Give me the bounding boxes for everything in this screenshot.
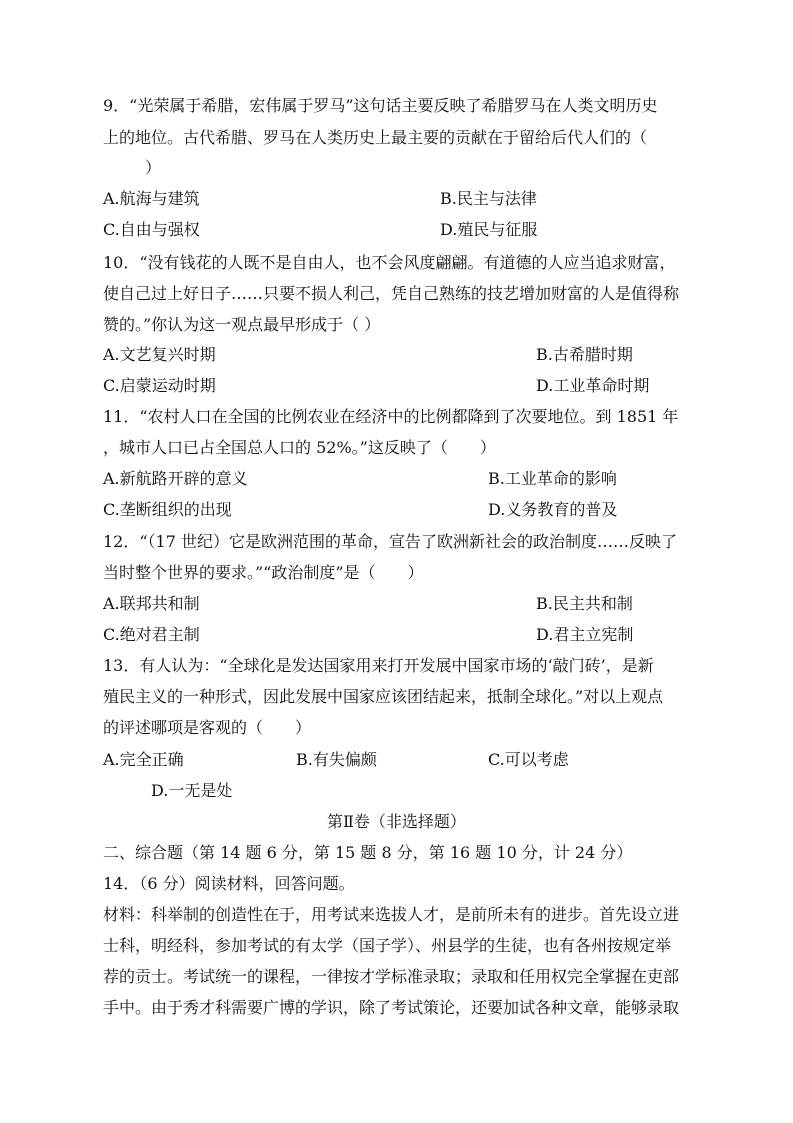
q10-line-1: 10．“没有钱花的人既不是自由人，也不会风度翩翩。有道德的人应当追求财富， [103, 253, 676, 272]
q13-line-2: 殖民主义的一种形式，因此发展中国家应该团结起来，抵制全球化。”对以上观点 [103, 687, 664, 706]
section-2-title: 第Ⅱ卷（非选择题） [327, 812, 466, 831]
q12-option-a: A.联邦共和制 [103, 594, 200, 613]
q10-option-c: C.启蒙运动时期 [103, 376, 216, 395]
q13-line-1: 13．有人认为：“全球化是发达国家用来打开发展中国家市场的‘敲门砖’，是新 [103, 656, 654, 675]
q14-material-line: 荐的贡士。考试统一的课程，一律按才学标准录取；录取和任用权完全掌握在吏部 [103, 967, 680, 986]
q13-option-a: A.完全正确 [103, 750, 184, 769]
q12-option-c: C.绝对君主制 [103, 625, 200, 644]
q13-option-d: D.一无是处 [151, 781, 233, 800]
q10-option-a: A.文艺复兴时期 [103, 345, 216, 364]
q11-line-1: 11．“农村人口在全国的比例农业在经济中的比例都降到了次要地位。到 1851 年 [103, 407, 679, 426]
q14-material-line: 材料：科举制的创造性在于，用考试来选拔人才，是前所未有的进步。首先设立进 [103, 905, 680, 924]
q12-option-d: D.君主立宪制 [536, 625, 634, 644]
q9-option-c: C.自由与强权 [103, 220, 200, 239]
q9-line-2: 上的地位。古代希腊、罗马在人类历史上最主要的贡献在于留给后代人们的（ [103, 128, 648, 147]
q9-option-d: D.殖民与征服 [440, 220, 538, 239]
q11-option-c: C.垄断组织的出现 [103, 500, 232, 519]
q12-line-1: 12．“（17 世纪）它是欧洲范围的革命，宣告了欧洲新社会的政治制度……反映了 [103, 532, 677, 551]
q11-line-2: ，城市人口已占全国总人口的 52%。”这反映了（ ） [103, 438, 496, 457]
q10-option-d: D.工业革命时期 [536, 376, 650, 395]
section-2-heading: 二、综合题（第 14 题 6 分，第 15 题 8 分，第 16 题 10 分，计 24 分） [103, 843, 633, 862]
q11-option-a: A.新航路开辟的意义 [103, 469, 248, 488]
q9-line-1: 9．“光荣属于希腊，宏伟属于罗马”这句话主要反映了希腊罗马在人类文明历史 [103, 96, 658, 115]
q11-option-b: B.工业革命的影响 [488, 469, 617, 488]
q14-material-line: 士科，明经科，参加考试的有太学（国子学）、州县学的生徒，也有各州按规定举 [103, 936, 672, 955]
q13-line-3: 的评述哪项是客观的（ ） [103, 718, 312, 737]
q12-line-2: 当时整个世界的要求。”“政治制度”是（ ） [103, 563, 424, 582]
q10-line-2: 使自己过上好日子……只要不损人利己，凭自己熟练的技艺增加财富的人是值得称 [103, 284, 680, 303]
q11-option-d: D.义务教育的普及 [488, 500, 618, 519]
q14-stem: 14．（6 分）阅读材料，回答问题。 [103, 874, 355, 893]
q13-option-c: C.可以考虑 [488, 750, 569, 769]
q9-option-b: B.民主与法律 [440, 189, 537, 208]
q13-option-b: B.有失偏颇 [296, 750, 377, 769]
q10-line-3: 赞的。”你认为这一观点最早形成于（ ） [103, 315, 381, 334]
q14-material-line: 手中。由于秀才科需要广博的学识，除了考试策论，还要加试各种文章，能够录取 [103, 998, 680, 1017]
q10-option-b: B.古希腊时期 [536, 345, 633, 364]
q12-option-b: B.民主共和制 [536, 594, 633, 613]
q9-option-a: A.航海与建筑 [103, 189, 200, 208]
q9-line-3: ） [145, 158, 162, 177]
